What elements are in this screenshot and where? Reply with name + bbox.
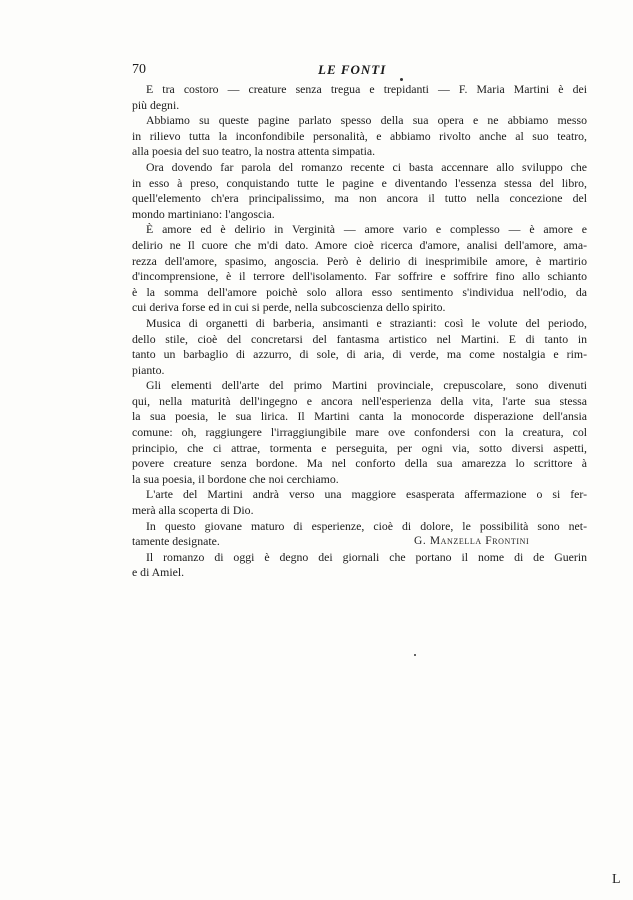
text-line: mondo martiniano: l'angoscia.	[132, 206, 275, 221]
text-line: Il romanzo di oggi è degno dei giornali che portano il nome di de Guerin	[146, 549, 587, 564]
text-line: d'incomprensione, è il terrore dell'isolamento. Far soffrire e soffrire fino allo schianto	[132, 269, 587, 284]
page-number: 70	[132, 62, 146, 77]
text-line: è la somma dell'amore poichè solo allora esso sentimento s'individua nell'odio, da	[132, 284, 587, 299]
text-line: la sua poesia, il bordone che noi cerchiamo.	[132, 471, 339, 486]
text-line: tamente designate.	[132, 534, 220, 549]
text-line: E tra costoro — creature senza tregua e trepidanti — F. Maria Martini è dei	[146, 82, 587, 96]
text-line: comune: oh, raggiungere l'irraggiungibile mare ove confondersi con la creatura, col	[132, 425, 587, 440]
text-line: tanto un barbaglio di azzurro, di sole, di aria, di verde, ma come nostalgia e rim-	[132, 347, 587, 362]
page-header	[132, 62, 590, 82]
text-line: e di Amiel.	[132, 565, 185, 580]
text-line: dello stile, cioè del concretarsi del fantasma artistico nel Martini. E di tanto in	[132, 331, 587, 346]
text-line: in rilievo tutta la inconfondibile personalità, e abbiamo rivolto anche al suo teatro,	[132, 128, 587, 143]
text-line: L'arte del Martini andrà verso una maggiore esasperata affermazione o si fer-	[146, 487, 587, 502]
corner-mark: L	[612, 872, 621, 887]
text-line: qui, nella maturità dell'ingegno e ancora nell'esperienza della vita, l'arte sua stessa	[132, 393, 587, 408]
text-line: la sua poesia, le sua lirica. Il Martini canta la monocorde disperazione dell'ansia	[132, 409, 587, 424]
text-line: cui deriva forse ed in cui si perde, nella subcoscienza dello spirito.	[132, 300, 446, 315]
text-line: alla poesia del suo teatro, la nostra attenta simpatia.	[132, 144, 376, 159]
text-line: Musica di organetti di barberia, ansimanti e straziantі: così le volute del periodo,	[146, 315, 587, 330]
text-line: È amore ed è delirio in Verginità — amore vario e complesso — è amore e	[146, 222, 587, 237]
author-signature: G. Manzella Frontini	[414, 535, 530, 547]
text-line: Abbiamo su queste pagine parlato spesso della sua opera e ne abbiamo messo	[146, 113, 587, 128]
text-line: povere creature senza bordone. Ma nel conforto della sua amarezza lo scrittore à	[132, 456, 587, 471]
text-line: In questo giovane maturo di esperienze, ciоè di dolore, le possibilità sono net-	[146, 518, 587, 533]
text-line: in esso à preso, conquistando tutte le pagine e diventando l'essenza stessa del libro,	[132, 175, 587, 190]
text-line: rezza dell'amore, spasimo, angoscia. Però è delirio di inesprimibile amore, è martirio	[132, 253, 587, 268]
text-line: pianto.	[132, 362, 165, 377]
text-line: quell'elemento ch'era principalissimo, ma non ancora il tutto nella concezione del	[132, 191, 587, 206]
article-body	[132, 82, 587, 581]
running-title: LE FONTI	[318, 62, 387, 77]
print-speck	[400, 78, 403, 81]
text-line: merà alla scoperta di Dio.	[132, 503, 254, 518]
print-speck	[414, 654, 416, 656]
text-line: più degni.	[132, 97, 180, 112]
text-line: Gli elementi dell'arte del primo Martini provinciale, crepuscolare, sono divenuti	[146, 378, 587, 393]
text-line: Ora dovendo far parola del romanzo recente ci basta accennare allo sviluppo che	[146, 159, 587, 174]
text-line: principio, che ci attrae, tormenta e perseguita, per ogni via, sotto diversi aspetti,	[132, 440, 587, 455]
text-line: delirio ne Il cuore che m'di dato. Amore cioè ricerca d'amore, analisi dell'amore, ama-	[132, 237, 587, 252]
